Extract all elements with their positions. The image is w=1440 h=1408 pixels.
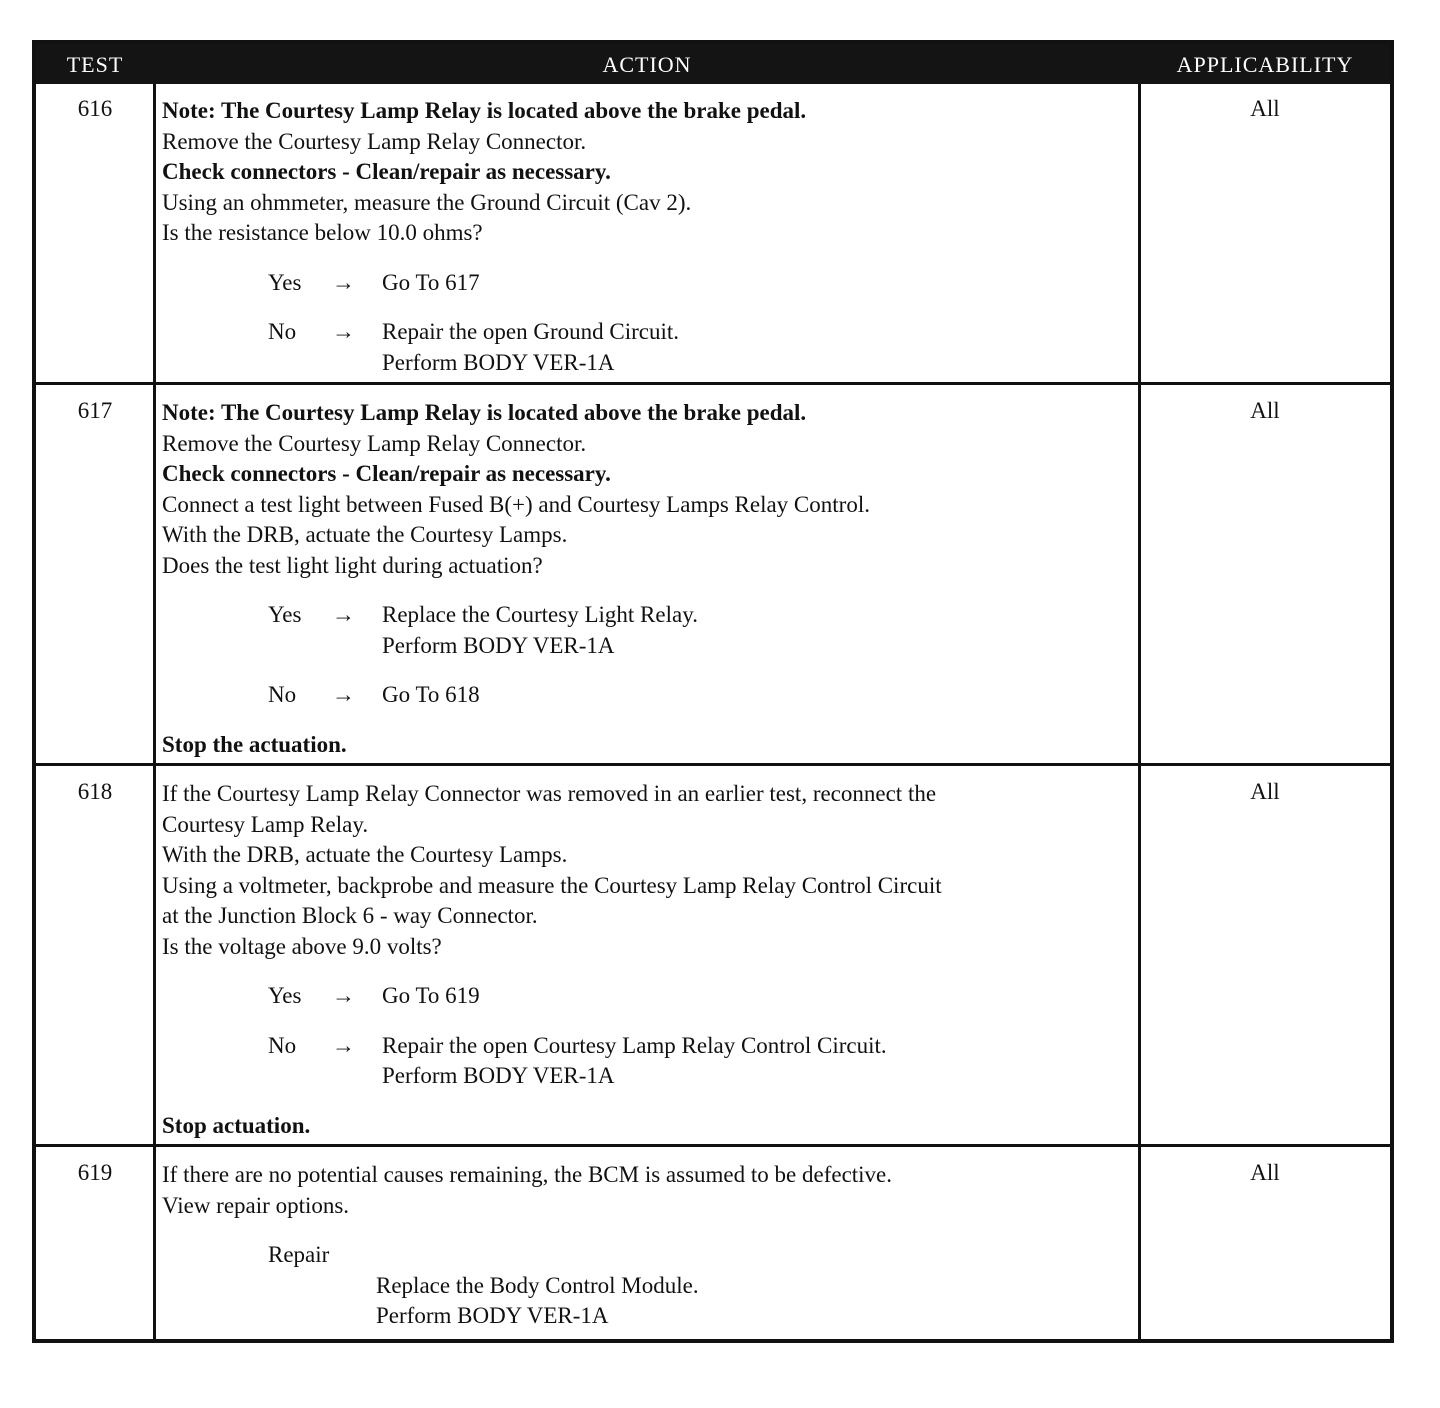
action-line: Is the resistance below 10.0 ohms? xyxy=(162,220,483,245)
action-line: Remove the Courtesy Lamp Relay Connector. xyxy=(162,430,587,456)
action-cell xyxy=(162,1160,1142,1332)
arrow-right-icon: → xyxy=(332,983,355,1008)
option-result: Repair the open Courtesy Lamp Relay Control Circuit. xyxy=(382,1032,887,1058)
action-line: Connect a test light between Fused B(+) and Courtesy Lamps Relay Control. xyxy=(162,491,870,517)
arrow-right-icon: → xyxy=(332,1032,355,1058)
action-line: If the Courtesy Lamp Relay Connector was removed in an earlier test, reconnect the xyxy=(162,781,937,806)
option-yes xyxy=(162,268,1142,299)
repair-label: Repair xyxy=(268,1242,330,1267)
arrow-right-icon: → xyxy=(332,682,355,707)
action-cell xyxy=(162,779,1142,1141)
action-line: Using a voltmeter, backprobe and measure the Courtesy Lamp Relay Control Circuit xyxy=(162,872,942,898)
action-note: Check connectors - Clean/repair as necessary. xyxy=(162,159,611,184)
option-key: No xyxy=(268,319,297,344)
header-action: ACTION xyxy=(602,52,692,77)
option-result: Perform BODY VER-1A xyxy=(382,632,615,658)
option-yes xyxy=(162,600,1142,631)
repair-step-text: Perform BODY VER-1A xyxy=(376,1303,609,1328)
option-key: No xyxy=(268,682,297,707)
header-test: TEST xyxy=(66,52,124,77)
stop-note: Stop actuation. xyxy=(162,1112,311,1138)
arrow-right-icon: → xyxy=(332,269,355,295)
repair-step xyxy=(162,1271,1142,1302)
option-yes xyxy=(162,981,1142,1012)
diagnostic-table xyxy=(32,40,1394,1343)
action-line: Does the test light light during actuation? xyxy=(162,552,543,578)
column-divider xyxy=(153,84,156,1339)
option-result: Go To 619 xyxy=(382,983,480,1008)
action-cell xyxy=(162,398,1142,760)
repair-step xyxy=(162,1301,1142,1332)
action-note: Note: The Courtesy Lamp Relay is located above the brake pedal. xyxy=(162,98,807,123)
option-result: Perform BODY VER-1A xyxy=(382,1063,615,1088)
option-no xyxy=(162,1031,1142,1062)
stop-note: Stop the actuation. xyxy=(162,731,347,757)
applicability-value: All xyxy=(1250,398,1280,423)
option-no xyxy=(162,680,1142,711)
action-line: at the Junction Block 6 - way Connector. xyxy=(162,903,538,928)
action-line: View repair options. xyxy=(162,1192,350,1218)
action-line: With the DRB, actuate the Courtesy Lamps. xyxy=(162,522,568,547)
applicability-value: All xyxy=(1250,1160,1280,1185)
arrow-right-icon: → xyxy=(332,602,355,627)
option-key: No xyxy=(268,1032,297,1058)
option-key: Yes xyxy=(268,269,302,295)
arrow-right-icon: → xyxy=(332,319,355,344)
option-key: Yes xyxy=(268,602,302,627)
test-number: 617 xyxy=(77,398,113,423)
test-number: 616 xyxy=(77,96,113,121)
action-line: Courtesy Lamp Relay. xyxy=(162,811,369,837)
option-result: Replace the Courtesy Light Relay. xyxy=(382,602,698,627)
option-result: Repair the open Ground Circuit. xyxy=(382,319,680,344)
row-divider xyxy=(36,763,1390,766)
action-line: Remove the Courtesy Lamp Relay Connector. xyxy=(162,128,587,154)
option-continuation xyxy=(162,1061,1142,1092)
option-result: Go To 618 xyxy=(382,682,480,707)
repair-step-text: Replace the Body Control Module. xyxy=(376,1272,699,1298)
applicability-value: All xyxy=(1250,779,1280,804)
repair-label-line xyxy=(162,1240,1142,1271)
option-no xyxy=(162,317,1142,348)
header-applicability: APPLICABILITY xyxy=(1176,52,1354,77)
option-result: Perform BODY VER-1A xyxy=(382,349,615,375)
action-line: With the DRB, actuate the Courtesy Lamps. xyxy=(162,842,568,867)
action-line: Using an ohmmeter, measure the Ground Circuit (Cav 2). xyxy=(162,189,692,215)
row-divider xyxy=(36,1144,1390,1147)
action-cell xyxy=(162,96,1142,378)
action-note: Note: The Courtesy Lamp Relay is located above the brake pedal. xyxy=(162,400,807,425)
test-number: 618 xyxy=(77,779,113,804)
test-number: 619 xyxy=(77,1160,113,1185)
action-line: Is the voltage above 9.0 volts? xyxy=(162,933,442,959)
option-key: Yes xyxy=(268,983,302,1008)
table-header xyxy=(36,44,1390,84)
action-line: If there are no potential causes remaining, the BCM is assumed to be defective. xyxy=(162,1162,893,1187)
action-note: Check connectors - Clean/repair as necessary. xyxy=(162,461,611,486)
applicability-value: All xyxy=(1250,96,1280,121)
option-continuation xyxy=(162,631,1142,662)
option-continuation xyxy=(162,348,1142,379)
row-divider xyxy=(36,382,1390,385)
option-result: Go To 617 xyxy=(382,269,480,295)
